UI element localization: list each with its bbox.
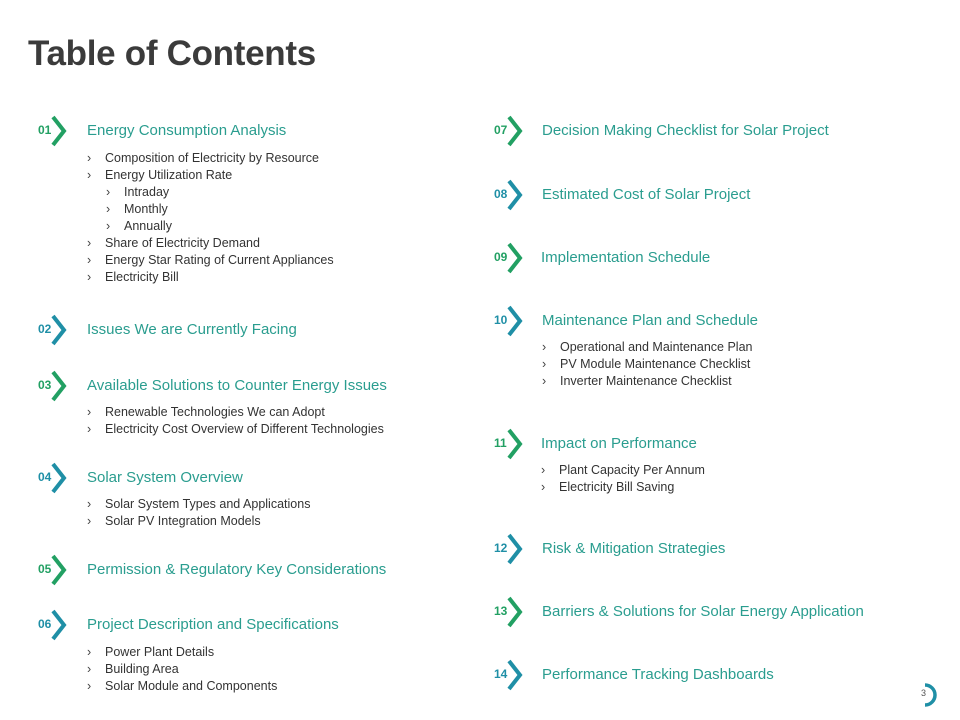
section-number: 04 <box>38 470 52 484</box>
page-title: Table of Contents <box>28 34 316 73</box>
bullet-chevron-icon: › <box>87 679 92 693</box>
subitem <box>87 167 334 184</box>
subitem-text: Annually <box>124 219 172 233</box>
subitem <box>87 269 334 286</box>
chevron-right-icon <box>506 304 524 338</box>
chevron-right-icon <box>50 461 68 495</box>
subitem <box>541 479 705 496</box>
bullet-chevron-icon: › <box>541 480 546 494</box>
section-heading: Barriers & Solutions for Solar Energy Application <box>542 603 864 620</box>
subitem <box>542 356 753 373</box>
subitem-text: Power Plant Details <box>105 645 215 659</box>
chevron-right-icon <box>506 532 524 566</box>
bullet-chevron-icon: › <box>87 151 92 165</box>
section-heading: Available Solutions to Counter Energy Issues <box>87 377 387 394</box>
chevron-right-icon <box>50 313 68 347</box>
subitem-text: Renewable Technologies We can Adopt <box>105 405 325 419</box>
subitem-text: Electricity Bill <box>105 270 179 284</box>
subitem-text: Building Area <box>105 662 179 676</box>
bullet-chevron-icon: › <box>106 219 111 233</box>
subitem-text: PV Module Maintenance Checklist <box>560 357 751 371</box>
section-number: 07 <box>494 123 508 137</box>
chevron-right-icon <box>506 178 524 212</box>
section-heading: Project Description and Specifications <box>87 616 339 633</box>
subitem-text: Composition of Electricity by Resource <box>105 151 319 165</box>
subitem-list <box>87 150 334 286</box>
subitem-text: Operational and Maintenance Plan <box>560 340 753 354</box>
bullet-chevron-icon: › <box>541 463 546 477</box>
subitem <box>542 373 753 390</box>
section-heading: Decision Making Checklist for Solar Project <box>542 122 829 139</box>
chevron-right-icon <box>50 369 68 403</box>
subitem-list <box>87 496 310 530</box>
subitem-text: Electricity Bill Saving <box>559 480 675 494</box>
section-number: 13 <box>494 604 508 618</box>
chevron-right-icon <box>506 241 524 275</box>
subitem-level2 <box>87 201 334 218</box>
bullet-chevron-icon: › <box>87 253 92 267</box>
subitem <box>87 252 334 269</box>
section-number: 08 <box>494 187 508 201</box>
section-number: 12 <box>494 541 508 555</box>
section-heading: Estimated Cost of Solar Project <box>542 186 751 203</box>
subitem-list <box>87 644 277 695</box>
chevron-right-icon <box>50 114 68 148</box>
section-heading: Solar System Overview <box>87 469 243 486</box>
subitem-list <box>541 462 705 496</box>
subitem-text: Share of Electricity Demand <box>105 236 260 250</box>
section-heading: Performance Tracking Dashboards <box>542 666 774 683</box>
subitem <box>87 513 310 530</box>
subitem-text: Energy Utilization Rate <box>105 168 233 182</box>
subitem <box>541 462 705 479</box>
subitem-list <box>87 404 384 438</box>
subitem <box>87 678 277 695</box>
chevron-right-icon <box>506 658 524 692</box>
bullet-chevron-icon: › <box>87 645 92 659</box>
subitem-level2 <box>87 184 334 201</box>
section-number: 14 <box>494 667 508 681</box>
section-number: 09 <box>494 250 508 264</box>
subitem-text: Solar Module and Components <box>105 679 278 693</box>
subitem <box>87 404 384 421</box>
bullet-chevron-icon: › <box>87 236 92 250</box>
chevron-right-icon <box>506 114 524 148</box>
subitem <box>542 339 753 356</box>
subitem-text: Inverter Maintenance Checklist <box>560 374 732 388</box>
page-number-badge <box>915 684 937 706</box>
subitem-text: Monthly <box>124 202 168 216</box>
bullet-chevron-icon: › <box>87 514 92 528</box>
page-number: 3 <box>921 688 927 698</box>
section-number: 06 <box>38 617 52 631</box>
chevron-right-icon <box>506 427 524 461</box>
subitem <box>87 644 277 661</box>
section-number: 02 <box>38 322 52 336</box>
section-number: 11 <box>494 436 507 450</box>
section-heading: Maintenance Plan and Schedule <box>542 312 758 329</box>
subitem-text: Plant Capacity Per Annum <box>559 463 705 477</box>
section-heading: Permission & Regulatory Key Considerations <box>87 561 387 578</box>
section-heading: Risk & Mitigation Strategies <box>542 540 726 557</box>
subitem <box>87 496 310 513</box>
bullet-chevron-icon: › <box>87 422 92 436</box>
bullet-chevron-icon: › <box>106 202 111 216</box>
subitem-list <box>542 339 753 390</box>
subitem-text: Solar PV Integration Models <box>105 514 261 528</box>
bullet-chevron-icon: › <box>87 662 92 676</box>
subitem-text: Solar System Types and Applications <box>105 497 311 511</box>
section-number: 01 <box>38 123 52 137</box>
subitem-text: Intraday <box>124 185 170 199</box>
section-heading: Impact on Performance <box>541 435 697 452</box>
bullet-chevron-icon: › <box>87 497 92 511</box>
chevron-right-icon <box>50 608 68 642</box>
section-heading: Issues We are Currently Facing <box>87 321 297 338</box>
subitem-text: Energy Star Rating of Current Appliances <box>105 253 334 267</box>
bullet-chevron-icon: › <box>87 168 92 182</box>
subitem <box>87 150 334 167</box>
bullet-chevron-icon: › <box>542 340 547 354</box>
section-heading: Implementation Schedule <box>541 249 711 266</box>
subitem <box>87 661 277 678</box>
subitem-text: Electricity Cost Overview of Different Technologies <box>105 422 384 436</box>
bullet-chevron-icon: › <box>542 374 547 388</box>
section-heading: Energy Consumption Analysis <box>87 122 287 139</box>
chevron-right-icon <box>50 553 68 587</box>
section-number: 03 <box>38 378 52 392</box>
subitem <box>87 235 334 252</box>
bullet-chevron-icon: › <box>87 270 92 284</box>
subitem-level2 <box>87 218 334 235</box>
subitem <box>87 421 384 438</box>
section-number: 10 <box>494 313 508 327</box>
bullet-chevron-icon: › <box>87 405 92 419</box>
bullet-chevron-icon: › <box>542 357 547 371</box>
bullet-chevron-icon: › <box>106 185 111 199</box>
section-number: 05 <box>38 562 52 576</box>
chevron-right-icon <box>506 595 524 629</box>
